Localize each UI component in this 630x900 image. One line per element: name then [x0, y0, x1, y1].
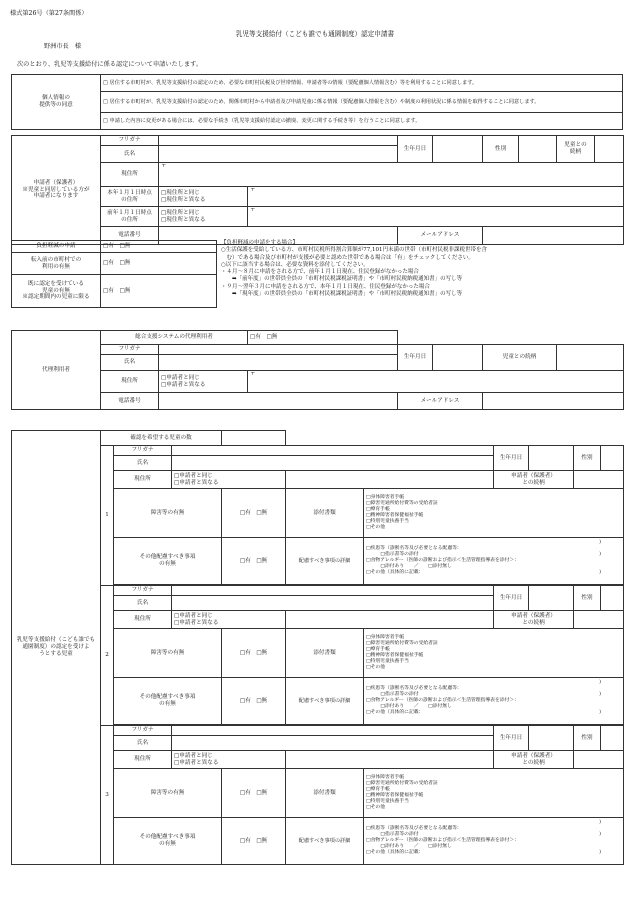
jan1-this-year-address[interactable]: 〒: [248, 187, 624, 207]
proxy-furigana-input[interactable]: [159, 345, 398, 355]
child-name-label: 氏名: [114, 736, 172, 751]
burden-options[interactable]: □有 □無: [101, 241, 217, 253]
proxy-email-label: メールアドレス: [398, 393, 483, 410]
child-furigana-label: フリガナ: [114, 726, 172, 736]
child-docs-label: 添付書類: [286, 629, 364, 678]
child-care-label: 配慮すべき事項の詳細: [286, 538, 364, 585]
child-gender-input[interactable]: [601, 446, 624, 471]
child-gender-input[interactable]: [601, 586, 624, 611]
child-address-options[interactable]: □申請者と同じ □申請者と異なる: [172, 471, 286, 489]
burden-table: [11, 240, 217, 308]
consent-item-2[interactable]: □ 居住する市町村が、乳児等支援給付の認定のため、関係市町村から申請者及び申請児童に係る情報（要配慮個人情報を含む）や制度の利用状況に係る情報を取得することに同意します。: [101, 92, 623, 113]
child-birth-input[interactable]: [529, 586, 574, 611]
proxy-name-input[interactable]: [159, 355, 398, 371]
form-number: 様式第26号（第27条関係）: [10, 10, 88, 17]
addressee: 野洲市長 様: [44, 43, 82, 50]
applicant-name-label: 氏名: [101, 146, 159, 163]
applicant-section-label: 申請者（保護者） ※児童と同居している方が 申請者になります: [12, 136, 101, 245]
intro-text: 次のとおり、乳児等支援給付に係る認定について申請いたします。: [17, 61, 203, 68]
jan1-this-year-options[interactable]: □現住所と同じ □現住所と異なる: [159, 187, 248, 207]
child-address-options[interactable]: □申請者と同じ □申請者と異なる: [172, 751, 286, 769]
child-birth-label: 生年月日: [494, 726, 529, 751]
proxy-birth-label: 生年月日: [398, 345, 433, 371]
child-docs-list[interactable]: □身体障害者手帳 □障害児通所給付費等の受給者証 □療育手帳 □精神障害者保健福祉手帳 □特別児童扶養手当 □その他: [364, 769, 624, 818]
consent-item-1[interactable]: □ 居住する市町村が、乳児等支援給付の認定のため、必要な市町村民税及び世帯情報、申請者等の情報（要配慮個人情報含む）等を利用することに同意します。: [101, 75, 623, 92]
applicant-address-input[interactable]: 〒: [159, 163, 624, 187]
applicant-furigana-input[interactable]: [159, 136, 398, 146]
proxy-email-input[interactable]: [483, 393, 624, 410]
child-row-number: 1: [101, 446, 114, 586]
proxy-name-label: 氏名: [101, 355, 159, 371]
applicant-phone-label: 電話番号: [101, 227, 159, 245]
proxy-system-label: 総合支援システムの代理利用者: [101, 331, 248, 345]
child-name-label: 氏名: [114, 596, 172, 611]
jan1-this-year-label: 本年１月１日時点 の住所: [101, 187, 159, 207]
proxy-address-options[interactable]: □申請者と同じ □申請者と異なる: [159, 371, 248, 393]
child-count-label: 確認を希望する児童の数: [101, 431, 222, 446]
child-name-label: 氏名: [114, 456, 172, 471]
child-address-input[interactable]: [286, 751, 494, 769]
child-other-care-options[interactable]: □有 □無: [222, 818, 286, 865]
proxy-phone-label: 電話番号: [101, 393, 159, 410]
proxy-relation-label: 児童との続柄: [483, 345, 557, 371]
consent-label: 個人情報の 提供等の同意: [12, 75, 101, 130]
child-address-options[interactable]: □申請者と同じ □申請者と異なる: [172, 611, 286, 629]
child-birth-input[interactable]: [529, 446, 574, 471]
child-care-details[interactable]: □疾患等（診断名等及び必要となる配慮等： □指示書等の添付 □食物アレルギー（医師の診断および指示＜生活管理指導表を添付＞： □添付あり ／ □添付無し □その他（具体的に記載： ) ) ): [364, 538, 624, 585]
child-gender-input[interactable]: [601, 726, 624, 751]
child-other-care-label: その他配慮すべき事項 の有無: [114, 538, 222, 585]
child-address-label: 現住所: [114, 751, 172, 769]
child-relation-input[interactable]: [574, 751, 624, 769]
child-birth-input[interactable]: [529, 726, 574, 751]
burden-label: 負担軽減の申請: [12, 241, 101, 253]
child-docs-list[interactable]: □身体障害者手帳 □障害児通所給付費等の受給者証 □療育手帳 □精神障害者保健福祉手帳 □特別児童扶養手当 □その他: [364, 629, 624, 678]
child-gender-label: 性別: [574, 726, 601, 751]
child-name-input[interactable]: [172, 596, 494, 611]
child-gender-label: 性別: [574, 446, 601, 471]
proxy-phone-input[interactable]: [159, 393, 398, 410]
proxy-birth-input[interactable]: [433, 345, 483, 371]
child-disability-options[interactable]: □有 □無: [222, 489, 286, 538]
child-other-care-label: その他配慮すべき事項 の有無: [114, 678, 222, 725]
certified-child-label: 既に認定を受けている 児童の有無 ※認定期間内の児童に限る: [12, 275, 101, 308]
child-disability-options[interactable]: □有 □無: [222, 769, 286, 818]
child-care-label: 配慮すべき事項の詳細: [286, 678, 364, 725]
proxy-table: [11, 330, 624, 410]
jan1-prev-year-label: 前年１月１日時点 の住所: [101, 207, 159, 227]
child-birth-label: 生年月日: [494, 446, 529, 471]
child-disability-label: 障害等の有無: [114, 769, 222, 818]
proxy-system-options[interactable]: □有 □無: [248, 331, 398, 345]
child-count-input[interactable]: [222, 431, 286, 446]
child-docs-label: 添付書類: [286, 489, 364, 538]
child-address-label: 現住所: [114, 611, 172, 629]
child-address-label: 現住所: [114, 471, 172, 489]
jan1-prev-year-options[interactable]: □現住所と同じ □現住所と異なる: [159, 207, 248, 227]
child-relation-label: 申請者（保護者） との続柄: [494, 471, 574, 489]
applicant-birth-label: 生年月日: [398, 136, 433, 163]
applicant-name-input[interactable]: [159, 146, 398, 163]
child-address-input[interactable]: [286, 471, 494, 489]
form-title: 乳児等支援給付（こども誰でも通園制度）認定申請書: [235, 30, 395, 38]
child-address-input[interactable]: [286, 611, 494, 629]
child-furigana-input[interactable]: [172, 726, 494, 736]
child-furigana-input[interactable]: [172, 586, 494, 596]
child-other-care-options[interactable]: □有 □無: [222, 678, 286, 725]
child-docs-list[interactable]: □身体障害者手帳 □障害児通所給付費等の受給者証 □療育手帳 □精神障害者保健福祉手帳 □特別児童扶養手当 □その他: [364, 489, 624, 538]
children-section-label: 乳児等支援給付（こども誰でも 通園制度）の認定を受けよ うとする児童: [12, 431, 101, 865]
child-disability-label: 障害等の有無: [114, 489, 222, 538]
child-row-number: 3: [101, 726, 114, 865]
consent-table: [11, 74, 623, 130]
child-furigana-input[interactable]: [172, 446, 494, 456]
child-care-details[interactable]: □疾患等（診断名等及び必要となる配慮等： □指示書等の添付 □食物アレルギー（医師の診断および指示＜生活管理指導表を添付＞： □添付あり ／ □添付無し □その他（具体的に記載： ) ) ): [364, 818, 624, 865]
child-relation-label: 申請者（保護者） との続柄: [494, 611, 574, 629]
applicant-email-label: メールアドレス: [398, 227, 483, 245]
child-row-number: 2: [101, 586, 114, 726]
child-name-input[interactable]: [172, 736, 494, 751]
children-table: [11, 430, 624, 865]
proxy-address-input[interactable]: 〒: [248, 371, 624, 393]
child-other-care-options[interactable]: □有 □無: [222, 538, 286, 585]
burden-info: 【負担軽減の申請をする場合】 ○生活保護を受給している方、市町村民税所得割合算額が77,101円未満の世帯（市町村民税非課税世帯を含 む）である場合及び市町村が支援が必要と認めた世帯である場合は「有」をチェックしてください。 ○以下に該当する場合は、必要な資料を添付してください。 ・４月～８月に申請をされる方で、前年１月１日現在、住民登録がなかった場合 ➡「前年度」の世帯員全員の「市町村民税課税証明書」や「市町村民税納税通知書」の写し等 ・９月～翌年３月に申請をされる方で、本年１月１日現在、住民登録がなかった場合 ➡「現年度」の世帯員全員の「市町村民税課税証明書」や「市町村民税納税通知書」の写し等: [221, 240, 488, 297]
child-birth-label: 生年月日: [494, 586, 529, 611]
proxy-furigana-label: フリガナ: [101, 345, 159, 355]
child-furigana-label: フリガナ: [114, 446, 172, 456]
applicant-birth-input[interactable]: [433, 136, 483, 163]
child-gender-label: 性別: [574, 586, 601, 611]
child-relation-label: 申請者（保護者） との続柄: [494, 751, 574, 769]
child-care-details[interactable]: □疾患等（診断名等及び必要となる配慮等： □指示書等の添付 □食物アレルギー（医師の診断および指示＜生活管理指導表を添付＞： □添付あり ／ □添付無し □その他（具体的に記載： ) ) ): [364, 678, 624, 725]
applicant-relation-label: 児童との 続柄: [557, 136, 595, 163]
applicant-gender-input[interactable]: [519, 136, 557, 163]
child-relation-input[interactable]: [574, 471, 624, 489]
proxy-address-label: 現住所: [101, 371, 159, 393]
applicant-table: [11, 135, 624, 245]
child-relation-input[interactable]: [574, 611, 624, 629]
applicant-gender-label: 性別: [483, 136, 519, 163]
moved-in-label: 転入前の市町村での 利用の有無: [12, 253, 101, 275]
proxy-relation-input[interactable]: [557, 345, 624, 371]
child-disability-label: 障害等の有無: [114, 629, 222, 678]
proxy-label: 代理利用者: [12, 331, 101, 410]
child-name-input[interactable]: [172, 456, 494, 471]
child-disability-options[interactable]: □有 □無: [222, 629, 286, 678]
consent-item-3[interactable]: □ 申請した内容に変更がある場合には、必要な手続き（乳児等支援給付認定の撤廃、変更に関する手続き等）を行うことに同意します。: [101, 113, 623, 130]
jan1-prev-year-address[interactable]: 〒: [248, 207, 624, 227]
applicant-address-label: 現住所: [101, 163, 159, 187]
child-docs-label: 添付書類: [286, 769, 364, 818]
certified-child-options[interactable]: □有 □無: [101, 275, 217, 308]
child-care-label: 配慮すべき事項の詳細: [286, 818, 364, 865]
child-furigana-label: フリガナ: [114, 586, 172, 596]
applicant-furigana-label: フリガナ: [101, 136, 159, 146]
child-other-care-label: その他配慮すべき事項 の有無: [114, 818, 222, 865]
moved-in-options[interactable]: □有 □無: [101, 253, 217, 275]
applicant-relation-input[interactable]: [595, 136, 624, 163]
